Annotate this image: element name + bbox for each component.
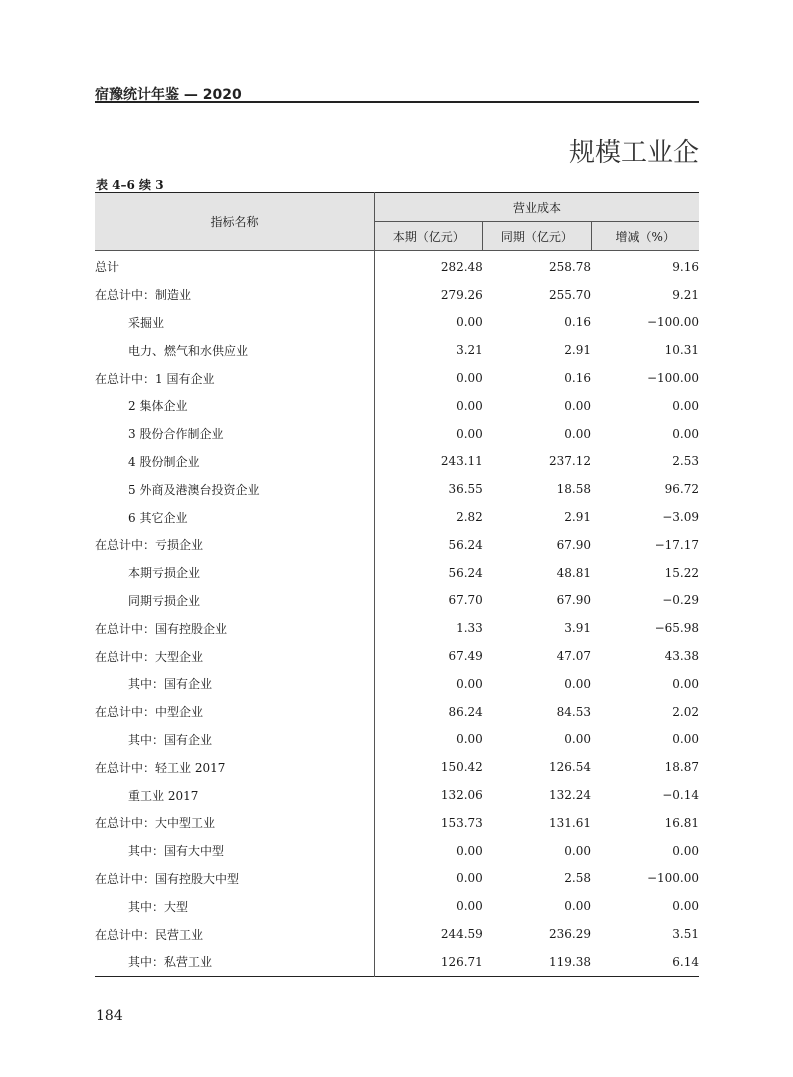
table-row [95,781,699,809]
indicator-name-cell: 在总计中：大型企业 [95,642,375,670]
current-value-cell: 67.70 [448,593,483,608]
current-value-cell: 150.42 [440,760,483,775]
current-value-cell: 86.24 [448,704,483,719]
change-percent-cell: 9.21 [672,287,699,302]
change-percent-cell: 9.16 [672,259,699,274]
indicator-name-cell: 电力、燃气和水供应业 [95,336,375,364]
current-value-cell: 0.00 [456,843,483,858]
change-percent-cell: 3.51 [672,927,699,942]
current-value-cell: 3.21 [456,343,483,358]
previous-value-cell: 84.53 [556,704,591,719]
change-percent-cell: 0.00 [672,899,699,914]
current-value-cell: 244.59 [440,927,483,942]
table-row [95,642,699,670]
previous-value-cell: 132.24 [549,788,591,803]
change-percent-cell: 0.00 [672,676,699,691]
indicator-name-cell: 在总计中：大中型工业 [95,809,375,837]
previous-value-cell: 18.58 [556,482,591,497]
indicator-name-cell: 4 股份制企业 [95,448,375,476]
change-percent-cell: 0.00 [672,398,699,413]
data-table [95,192,699,977]
change-percent-cell: 2.02 [672,704,699,719]
previous-value-cell: 0.00 [564,732,591,747]
current-value-cell: 0.00 [456,426,483,441]
current-value-cell: 153.73 [440,815,483,830]
table-body [95,251,699,977]
previous-value-cell: 131.61 [549,815,591,830]
indicator-name-cell: 其中：国有企业 [95,726,375,754]
table-row [95,503,699,531]
section-title: 规模工业企 [568,138,699,168]
table-row [95,587,699,615]
change-percent-cell: −0.29 [662,593,699,608]
table-row [95,336,699,364]
previous-value-cell: 258.78 [549,259,591,274]
table-row [95,698,699,726]
indicator-name-cell: 其中：私营工业 [95,948,375,976]
indicator-name-cell: 6 其它企业 [95,503,375,531]
indicator-name-cell: 同期亏损企业 [95,587,375,615]
table-row [95,251,699,281]
header-same-period: 同期（亿元） [483,222,591,251]
indicator-name-cell: 3 股份合作制企业 [95,420,375,448]
current-value-cell: 0.00 [456,398,483,413]
table-row [95,559,699,587]
table-row [95,309,699,337]
current-value-cell: 282.48 [440,259,483,274]
change-percent-cell: 18.87 [664,760,699,775]
previous-value-cell: 236.29 [549,927,591,942]
previous-value-cell: 0.00 [564,426,591,441]
running-head: 宿豫统计年鉴 — 2020 [95,87,242,103]
table-row [95,920,699,948]
change-percent-cell: 96.72 [664,482,699,497]
previous-value-cell: 0.00 [564,843,591,858]
table-row [95,448,699,476]
indicator-name-cell: 采掘业 [95,309,375,337]
change-percent-cell: 0.00 [672,732,699,747]
previous-value-cell: 126.54 [549,760,591,775]
indicator-name-cell: 在总计中：国有控股企业 [95,614,375,642]
change-percent-cell: 0.00 [672,843,699,858]
change-percent-cell: −17.17 [654,537,699,552]
current-value-cell: 0.00 [456,871,483,886]
indicator-name-cell: 重工业 2017 [95,781,375,809]
indicator-name-cell: 在总计中：民营工业 [95,920,375,948]
current-value-cell: 0.00 [456,315,483,330]
change-percent-cell: 16.81 [664,815,699,830]
table-row [95,837,699,865]
previous-value-cell: 0.00 [564,398,591,413]
indicator-name-cell: 在总计中：亏损企业 [95,531,375,559]
change-percent-cell: −100.00 [646,371,699,386]
previous-value-cell: 119.38 [549,954,591,969]
table-row [95,420,699,448]
table-row [95,892,699,920]
previous-value-cell: 47.07 [556,649,591,664]
table-row [95,475,699,503]
change-percent-cell: 0.00 [672,426,699,441]
previous-value-cell: 0.00 [564,676,591,691]
indicator-name-cell: 在总计中：轻工业 2017 [95,753,375,781]
change-percent-cell: 6.14 [672,954,699,969]
table-row [95,281,699,309]
indicator-name-cell: 5 外商及港澳台投资企业 [95,475,375,503]
header-operating-cost: 营业成本 [375,193,699,222]
table-row [95,392,699,420]
table-row [95,865,699,893]
indicator-name-cell: 在总计中：国有控股大中型 [95,865,375,893]
table-row [95,364,699,392]
previous-value-cell: 67.90 [556,593,591,608]
change-percent-cell: 15.22 [664,565,699,580]
indicator-name-cell: 本期亏损企业 [95,559,375,587]
current-value-cell: 126.71 [440,954,483,969]
indicator-name-cell: 在总计中：制造业 [95,281,375,309]
indicator-name-cell: 在总计中：1 国有企业 [95,364,375,392]
current-value-cell: 67.49 [448,649,483,664]
previous-value-cell: 2.58 [564,871,591,886]
previous-value-cell: 67.90 [556,537,591,552]
indicator-name-cell: 2 集体企业 [95,392,375,420]
table-label: 表 4–6 续 3 [96,178,164,192]
header-indicator-name: 指标名称 [95,193,375,251]
change-percent-cell: 43.38 [664,649,699,664]
table-row [95,809,699,837]
previous-value-cell: 48.81 [556,565,591,580]
header-change-percent: 增减（%） [591,222,699,251]
header-current-period: 本期（亿元） [375,222,483,251]
current-value-cell: 2.82 [456,510,483,525]
current-value-cell: 0.00 [456,676,483,691]
current-value-cell: 36.55 [448,482,483,497]
indicator-name-cell: 其中：大型 [95,892,375,920]
table-row [95,726,699,754]
current-value-cell: 56.24 [448,537,483,552]
current-value-cell: 243.11 [440,454,483,469]
previous-value-cell: 0.00 [564,899,591,914]
table-row [95,670,699,698]
page-number: 184 [96,1008,123,1024]
previous-value-cell: 2.91 [564,510,591,525]
current-value-cell: 56.24 [448,565,483,580]
current-value-cell: 0.00 [456,899,483,914]
current-value-cell: 1.33 [456,621,483,636]
table-row [95,531,699,559]
current-value-cell: 132.06 [440,788,483,803]
change-percent-cell: −100.00 [646,871,699,886]
current-value-cell: 0.00 [456,371,483,386]
previous-value-cell: 3.91 [564,621,591,636]
indicator-name-cell: 在总计中：中型企业 [95,698,375,726]
header-rule [95,101,699,103]
current-value-cell: 279.26 [440,287,483,302]
indicator-name-cell: 其中：国有企业 [95,670,375,698]
change-percent-cell: 2.53 [672,454,699,469]
table-row [95,614,699,642]
indicator-name-cell: 总计 [95,251,375,281]
change-percent-cell: −3.09 [662,510,699,525]
previous-value-cell: 2.91 [564,343,591,358]
table-row [95,948,699,976]
change-percent-cell: −65.98 [654,621,699,636]
change-percent-cell: −100.00 [646,315,699,330]
table-row [95,753,699,781]
indicator-name-cell: 其中：国有大中型 [95,837,375,865]
current-value-cell: 0.00 [456,732,483,747]
change-percent-cell: −0.14 [662,788,699,803]
previous-value-cell: 255.70 [549,287,591,302]
change-percent-cell: 10.31 [664,343,699,358]
previous-value-cell: 0.16 [564,371,591,386]
previous-value-cell: 237.12 [549,454,591,469]
previous-value-cell: 0.16 [564,315,591,330]
